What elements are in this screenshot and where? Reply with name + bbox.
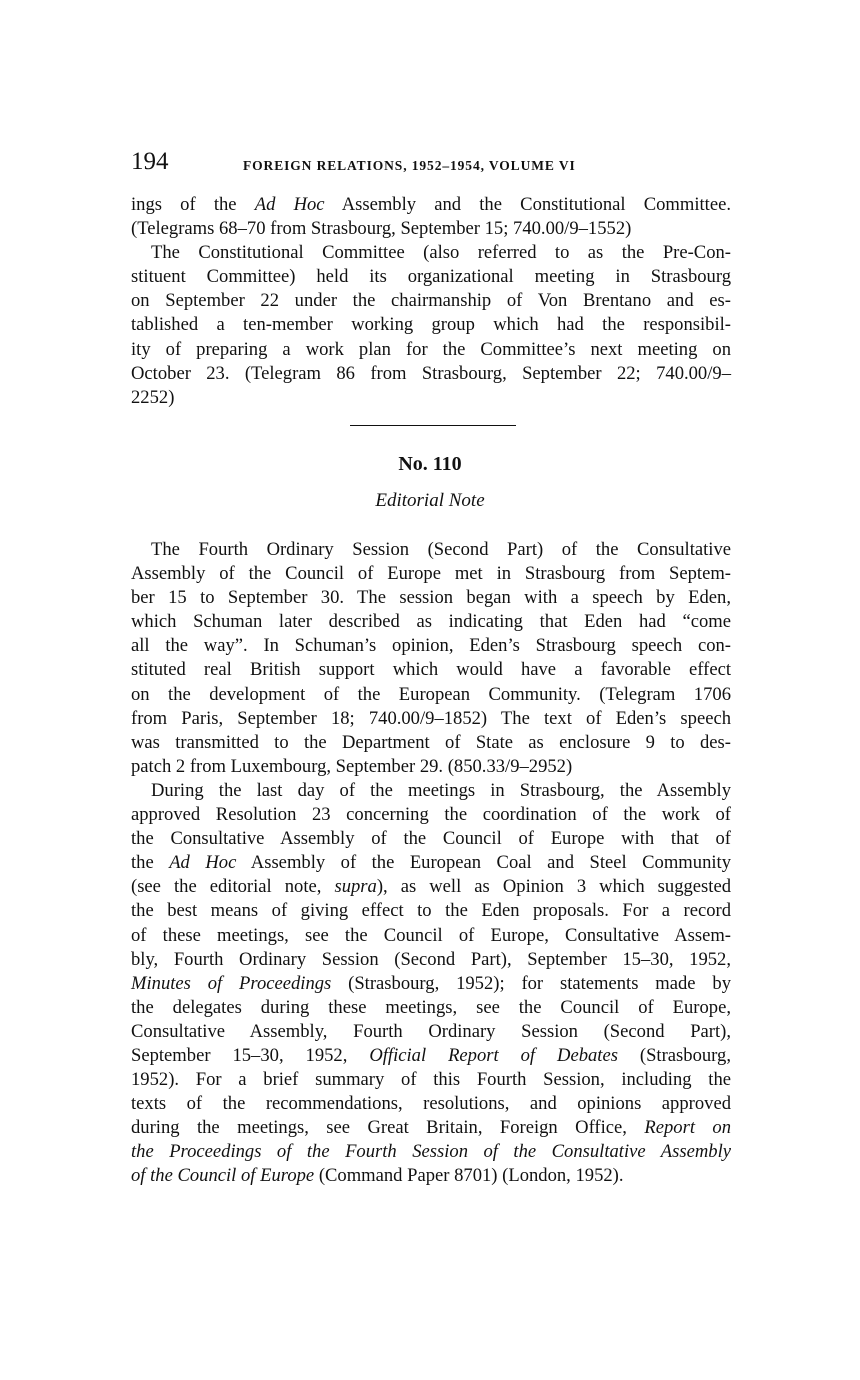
text-line	[131, 610, 731, 634]
text-span: on September 22 under the chairmanship of Von Brentano and es-	[131, 290, 731, 312]
text-line	[131, 241, 731, 265]
text-line	[131, 683, 731, 707]
text-span: ber 15 to September 30. The session began with a speech by Eden,	[131, 587, 731, 609]
editorial-note-body	[131, 538, 731, 1189]
text-line	[131, 731, 731, 755]
text-line	[131, 755, 731, 779]
text-span: The Fourth Ordinary Session (Second Part) of the Consultative	[151, 539, 731, 560]
text-line	[131, 1116, 731, 1140]
text-line	[131, 265, 731, 289]
continuation-text	[131, 193, 731, 410]
text-span: Assembly of the Council of Europe met in Strasbourg from Septem-	[131, 563, 731, 585]
running-head: FOREIGN RELATIONS, 1952–1954, VOLUME VI	[243, 158, 576, 173]
text-line	[131, 362, 731, 386]
text-line	[131, 634, 731, 658]
italic-span: Official Report of Debates	[369, 1044, 618, 1066]
text-span: was transmitted to the Department of State as enclosure 9 to des-	[131, 731, 731, 753]
text-span: texts of the recommendations, resolutions, and opinions approved	[131, 1093, 731, 1115]
text-span: the	[131, 852, 170, 874]
text-span: bly, Fourth Ordinary Session (Second Part), September 15–30, 1952,	[131, 948, 731, 970]
text-line	[131, 996, 731, 1020]
text-line	[131, 707, 731, 731]
text-span: which Schuman later described as indicating that Eden had “come	[131, 611, 731, 633]
text-span: of these meetings, see the Council of Europe, Consultative Assem-	[131, 924, 731, 946]
text-span: Consultative Assembly, Fourth Ordinary Session (Second Part),	[131, 1020, 731, 1042]
text-span: The Constitutional Committee (also referred to as the Pre-Con-	[151, 242, 731, 264]
text-span: on the development of the European Community. (Telegram 1706	[131, 683, 731, 705]
text-span: (see the editorial note,	[131, 876, 335, 898]
italic-span: Ad Hoc	[169, 852, 237, 874]
italic-span: Report on	[644, 1117, 731, 1139]
text-line	[131, 1068, 731, 1092]
text-span: ings of the	[131, 194, 255, 215]
document-number: No. 110	[398, 453, 462, 475]
text-line	[131, 899, 731, 923]
text-line	[131, 586, 731, 610]
text-line	[131, 1044, 731, 1068]
text-span: stituted real British support which would have a favorable effect	[131, 659, 731, 681]
section-divider	[350, 425, 516, 426]
text-line	[131, 1020, 731, 1044]
text-line	[131, 289, 731, 313]
page-header	[131, 148, 731, 182]
text-span: from Paris, September 18; 740.00/9–1852) The text of Eden’s speech	[131, 707, 731, 729]
text-span: September 15–30, 1952,	[131, 1044, 370, 1066]
text-span: October 23. (Telegram 86 from Strasbourg, September 22; 740.00/9–	[131, 362, 731, 384]
text-span: patch 2 from Luxembourg, September 29. (850.33/9–2952)	[131, 755, 573, 777]
text-line	[131, 1092, 731, 1116]
text-line	[131, 386, 731, 410]
continuation-paragraph-2	[131, 241, 731, 410]
text-line	[131, 803, 731, 827]
text-span: ity of preparing a work plan for the Committee’s next meeting on	[131, 338, 731, 360]
text-line	[131, 193, 731, 217]
document-subtitle: Editorial Note	[375, 490, 485, 511]
text-line	[131, 924, 731, 948]
text-line	[131, 313, 731, 337]
text-span: the best means of giving effect to the Eden proposals. For a record	[131, 900, 731, 922]
text-line	[131, 972, 731, 996]
text-span: the delegates during these meetings, see the Council of Europe,	[131, 996, 731, 1018]
text-span: (Command Paper 8701) (London, 1952).	[314, 1165, 624, 1187]
text-span: Assembly and the Constitutional Committee.	[324, 194, 731, 215]
text-span: (Strasbourg,	[617, 1044, 731, 1066]
text-span: 1952). For a brief summary of this Fourth Session, including the	[131, 1069, 731, 1091]
text-line	[131, 1140, 731, 1164]
text-line	[131, 338, 731, 362]
italic-span: Minutes of Proceedings	[131, 972, 332, 994]
text-line	[131, 827, 731, 851]
italic-span: of the Council of Europe	[131, 1165, 315, 1187]
text-span: (Telegrams 68–70 from Strasbourg, September 15; 740.00/9–1552)	[131, 218, 632, 240]
text-span: all the way”. In Schuman’s opinion, Eden’s Strasbourg speech con-	[131, 635, 731, 657]
text-line	[131, 562, 731, 586]
text-line	[131, 875, 731, 899]
text-span: (Strasbourg, 1952); for statements made by	[331, 972, 731, 994]
text-span: during the meetings, see Great Britain, Foreign Office,	[131, 1117, 645, 1139]
text-line	[131, 658, 731, 682]
text-span: approved Resolution 23 concerning the coordination of the work of	[131, 804, 731, 826]
text-span: 2252)	[131, 386, 175, 408]
text-span: During the last day of the meetings in Strasbourg, the Assembly	[151, 779, 731, 801]
text-line	[131, 851, 731, 875]
text-span: the Consultative Assembly of the Council of Europe with that of	[131, 828, 731, 850]
text-line	[131, 538, 731, 562]
text-span: ), as well as Opinion 3 which suggested	[376, 876, 731, 898]
text-line	[131, 948, 731, 972]
text-line	[131, 779, 731, 803]
italic-span: the Proceedings of the Fourth Session of the Consultative Assembly	[131, 1141, 731, 1163]
text-span: Assembly of the European Coal and Steel Community	[236, 852, 731, 874]
italic-span: supra	[334, 876, 377, 898]
editorial-paragraph-2	[131, 779, 731, 1189]
text-span: stituent Committee) held its organizational meeting in Strasbourg	[131, 266, 731, 288]
page-number: 194	[131, 148, 169, 175]
text-line	[131, 217, 731, 241]
text-line	[131, 1164, 731, 1188]
editorial-paragraph-1	[131, 538, 731, 779]
text-span: tablished a ten-member working group which had the responsibil-	[131, 314, 731, 336]
italic-span: Ad Hoc	[254, 194, 325, 215]
continuation-paragraph-1	[131, 193, 731, 241]
